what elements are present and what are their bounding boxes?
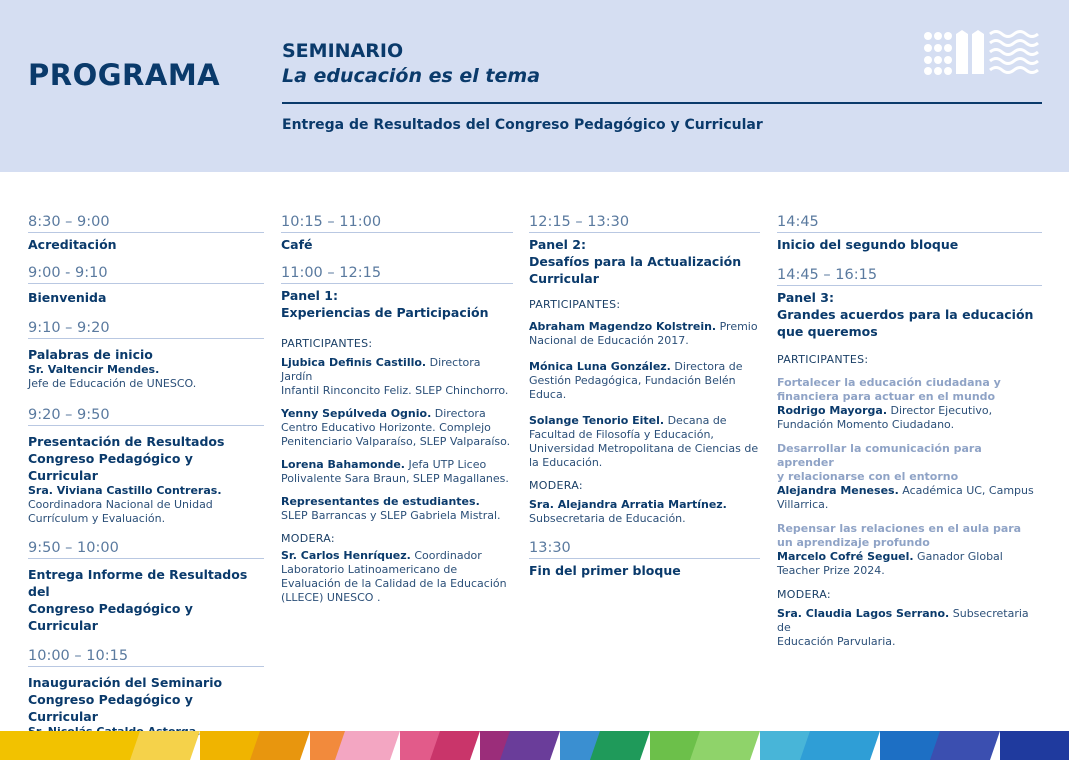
agenda-title: Bienvenida bbox=[28, 290, 107, 305]
agenda-title: Curricular bbox=[529, 271, 599, 286]
ministry-logo-icon bbox=[922, 28, 1040, 78]
topic-title: un aprendizaje profundo bbox=[777, 536, 930, 549]
topic-title: financiera para actuar en el mundo bbox=[777, 390, 996, 403]
participant-role: Directora Jardín bbox=[281, 356, 481, 383]
agenda-title: Acreditación bbox=[28, 237, 117, 252]
participant-entry bbox=[529, 360, 760, 402]
participant-role: Penitenciario Valparaíso, SLEP Valparaíso. bbox=[281, 435, 511, 448]
agenda-title: Presentación de Resultados bbox=[28, 434, 225, 449]
agenda-item bbox=[529, 214, 760, 287]
participant-name: Rodrigo Mayorga. bbox=[777, 404, 888, 417]
agenda-time: 9:00 - 9:10 bbox=[28, 265, 264, 284]
agenda-title: Entrega Informe de Resultados del bbox=[28, 567, 248, 599]
moderator-entry bbox=[281, 549, 513, 605]
participant-entry bbox=[777, 522, 1042, 578]
participant-role: la Educación. bbox=[529, 456, 603, 469]
participant-name: Abraham Magendzo Kolstrein. bbox=[529, 320, 717, 333]
moderator-role: (LLECE) UNESCO . bbox=[281, 591, 381, 604]
column-4 bbox=[777, 214, 1042, 658]
moderator-name: Sra. Claudia Lagos Serrano. bbox=[777, 607, 950, 620]
speaker-name: Sra. Viviana Castillo Contreras. bbox=[28, 484, 222, 497]
agenda-title: Café bbox=[281, 237, 313, 252]
moderator-role: Evaluación de la Calidad de la Educación bbox=[281, 577, 507, 590]
header-divider bbox=[282, 102, 1042, 104]
seminar-label: SEMINARIO bbox=[282, 40, 404, 62]
agenda-title: Panel 2: bbox=[529, 237, 586, 252]
moderator-name: Sr. Carlos Henríquez. bbox=[281, 549, 411, 562]
moderator-entry bbox=[529, 498, 760, 526]
agenda-item bbox=[777, 214, 1042, 253]
agenda-time: 14:45 bbox=[777, 214, 1042, 233]
participant-entry bbox=[777, 376, 1042, 432]
moderator-role: Coordinador bbox=[410, 549, 482, 562]
participant-role: Teacher Prize 2024. bbox=[777, 564, 885, 577]
participant-role: Directora de bbox=[670, 360, 743, 373]
topic-title: Fortalecer la educación ciudadana y bbox=[777, 376, 1001, 389]
speaker-role: Coordinadora Nacional de Unidad bbox=[28, 498, 213, 511]
participant-role: Gestión Pedagógica, Fundación Belén bbox=[529, 374, 736, 387]
participant-name: Alejandra Meneses. bbox=[777, 484, 899, 497]
seminar-subtitle: La educación es el tema bbox=[282, 65, 541, 87]
participants-label: PARTICIPANTES: bbox=[281, 337, 373, 350]
column-2 bbox=[281, 214, 513, 614]
agenda-time: 11:00 – 12:15 bbox=[281, 265, 513, 284]
agenda-time: 13:30 bbox=[529, 540, 760, 559]
participant-role: Fundación Momento Ciudadano. bbox=[777, 418, 955, 431]
moderator-role: Educación Parvularia. bbox=[777, 635, 896, 648]
speaker-name: Sr. Valtencir Mendes. bbox=[28, 363, 160, 376]
agenda-time: 9:10 – 9:20 bbox=[28, 320, 264, 339]
participant-name: Representantes de estudiantes. bbox=[281, 495, 480, 508]
agenda-item bbox=[28, 540, 264, 634]
participant-role: Jefa UTP Liceo bbox=[404, 458, 487, 471]
participant-name: Ljubica Definis Castillo. bbox=[281, 356, 427, 369]
event-description: Entrega de Resultados del Congreso Pedagógico y Curricular bbox=[282, 117, 763, 133]
participant-role: Decana de bbox=[664, 414, 727, 427]
topic-title: Repensar las relaciones en el aula para bbox=[777, 522, 1022, 535]
participant-role: Director Ejecutivo, bbox=[887, 404, 993, 417]
agenda-title: Congreso Pedagógico y Curricular bbox=[28, 451, 193, 483]
agenda-time: 10:15 – 11:00 bbox=[281, 214, 513, 233]
participants-label: PARTICIPANTES: bbox=[777, 353, 869, 366]
participant-entry bbox=[281, 356, 513, 398]
participant-role: Universidad Metropolitana de Ciencias de bbox=[529, 442, 759, 455]
agenda-title: que queremos bbox=[777, 324, 878, 339]
participant-name: Solange Tenorio Eitel. bbox=[529, 414, 665, 427]
agenda-item bbox=[28, 265, 264, 306]
agenda-item bbox=[777, 267, 1042, 340]
topic-title: Desarrollar la comunicación para aprender bbox=[777, 442, 982, 469]
column-1 bbox=[28, 214, 264, 760]
participant-role: Directora bbox=[431, 407, 486, 420]
participant-role: Polivalente Sara Braun, SLEP Magallanes. bbox=[281, 472, 509, 485]
participant-entry bbox=[281, 458, 513, 486]
moderator-name: Sra. Alejandra Arratia Martínez. bbox=[529, 498, 727, 511]
participant-name: Lorena Bahamonde. bbox=[281, 458, 405, 471]
participant-name: Mónica Luna González. bbox=[529, 360, 671, 373]
moderator-label: MODERA: bbox=[777, 588, 831, 601]
participant-role: Educa. bbox=[529, 388, 567, 401]
agenda-item bbox=[28, 320, 264, 391]
agenda-item bbox=[281, 265, 513, 321]
participant-role: Académica UC, Campus bbox=[898, 484, 1034, 497]
participant-role: Centro Educativo Horizonte. Complejo bbox=[281, 421, 491, 434]
participant-role: Villarrica. bbox=[777, 498, 829, 511]
participant-name: Marcelo Cofré Seguel. bbox=[777, 550, 914, 563]
speaker-role: Jefe de Educación de UNESCO. bbox=[28, 377, 197, 390]
participant-role: Facultad de Filosofía y Educación, bbox=[529, 428, 714, 441]
participant-role: Infantil Rinconcito Feliz. SLEP Chinchorro. bbox=[281, 384, 509, 397]
decorative-color-stripe bbox=[0, 731, 1069, 760]
topic-title: y relacionarse con el entorno bbox=[777, 470, 959, 483]
participant-role: Nacional de Educación 2017. bbox=[529, 334, 689, 347]
agenda-title: Experiencias de Participación bbox=[281, 305, 489, 320]
agenda-time: 9:20 – 9:50 bbox=[28, 407, 264, 426]
participant-entry bbox=[529, 414, 760, 470]
header-banner bbox=[0, 0, 1069, 172]
participant-entry bbox=[529, 320, 760, 348]
participant-entry bbox=[777, 442, 1042, 512]
agenda-time: 14:45 – 16:15 bbox=[777, 267, 1042, 286]
column-3 bbox=[529, 214, 760, 591]
moderator-role: Laboratorio Latinoamericano de bbox=[281, 563, 458, 576]
moderator-entry bbox=[777, 607, 1042, 649]
agenda-title: Congreso Pedagógico y Curricular bbox=[28, 601, 193, 633]
agenda-title: Panel 1: bbox=[281, 288, 338, 303]
agenda-title: Inicio del segundo bloque bbox=[777, 237, 959, 252]
agenda-item bbox=[281, 214, 513, 253]
agenda-item bbox=[28, 407, 264, 526]
agenda-title: Desafíos para la Actualización bbox=[529, 254, 742, 269]
agenda-time: 10:00 – 10:15 bbox=[28, 648, 264, 667]
participant-role: Premio bbox=[716, 320, 758, 333]
agenda-item bbox=[28, 214, 264, 253]
moderator-role: Subsecretaria de Educación. bbox=[529, 512, 686, 525]
agenda-title: Fin del primer bloque bbox=[529, 563, 681, 578]
participant-entry bbox=[281, 495, 513, 523]
participant-entry bbox=[281, 407, 513, 449]
agenda-title: Inauguración del Seminario bbox=[28, 675, 223, 690]
page-title: PROGRAMA bbox=[28, 58, 221, 92]
moderator-role: Subsecretaria de bbox=[777, 607, 1029, 634]
agenda-title: Palabras de inicio bbox=[28, 347, 153, 362]
participant-role: Ganador Global bbox=[913, 550, 1003, 563]
agenda-time: 12:15 – 13:30 bbox=[529, 214, 760, 233]
participants-label: PARTICIPANTES: bbox=[529, 298, 621, 311]
agenda-item bbox=[529, 540, 760, 579]
agenda-time: 9:50 – 10:00 bbox=[28, 540, 264, 559]
agenda-title: Congreso Pedagógico y Curricular bbox=[28, 692, 193, 724]
participant-name: Yenny Sepúlveda Ognio. bbox=[281, 407, 432, 420]
agenda-title: Grandes acuerdos para la educación bbox=[777, 307, 1034, 322]
agenda-title: Panel 3: bbox=[777, 290, 834, 305]
speaker-role: Currículum y Evaluación. bbox=[28, 512, 166, 525]
agenda-time: 8:30 – 9:00 bbox=[28, 214, 264, 233]
participant-role: SLEP Barrancas y SLEP Gabriela Mistral. bbox=[281, 509, 501, 522]
moderator-label: MODERA: bbox=[281, 532, 335, 545]
moderator-label: MODERA: bbox=[529, 479, 583, 492]
